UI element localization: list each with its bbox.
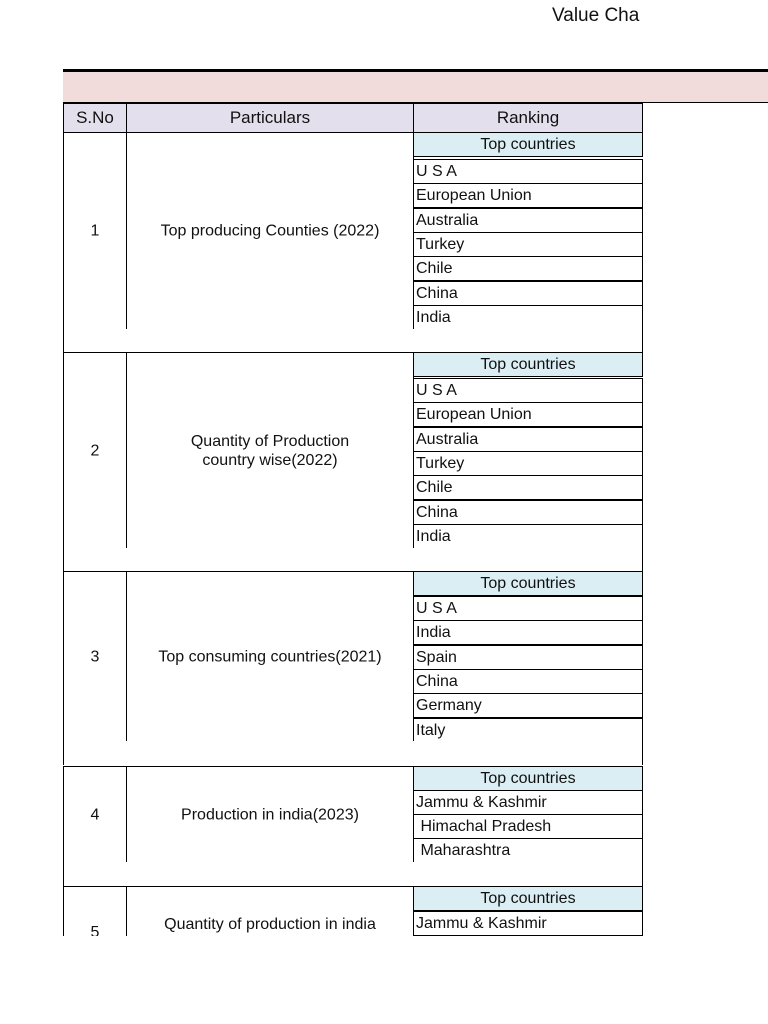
section-1-item: Chile bbox=[413, 256, 643, 281]
section-2-item: European Union bbox=[413, 402, 643, 427]
section-2-particulars: Quantity of Production country wise(2022) bbox=[190, 432, 350, 469]
section-4-ranking-header: Top countries bbox=[413, 766, 643, 791]
section-4-sno-cell bbox=[63, 766, 127, 863]
section-3-particulars-cell bbox=[126, 571, 414, 742]
section-4-item: Maharashtra bbox=[413, 838, 643, 863]
section-2-ranking-header: Top countries bbox=[413, 352, 643, 377]
sheet-title: Value Cha bbox=[552, 5, 640, 26]
section-2-item: Chile bbox=[413, 475, 643, 500]
section-1-item: European Union bbox=[413, 183, 643, 208]
section-1-sno: 1 bbox=[90, 222, 100, 240]
section-5-sno-cell bbox=[63, 886, 127, 936]
section-3-sno-cell bbox=[63, 571, 127, 742]
section-4-item: Jammu & Kashmir bbox=[413, 790, 643, 815]
section-3-item: Spain bbox=[413, 645, 643, 670]
header-ranking: Ranking bbox=[413, 103, 643, 133]
section-3-item: China bbox=[413, 669, 643, 694]
section-1-item: U S A bbox=[413, 159, 643, 184]
section-4-sno: 4 bbox=[90, 806, 100, 823]
section-5-sno: 5 bbox=[90, 924, 100, 936]
spacer-row bbox=[63, 329, 643, 353]
header-particulars: Particulars bbox=[126, 103, 414, 133]
section-1-item: India bbox=[413, 305, 643, 330]
section-1-item: China bbox=[413, 281, 643, 306]
header-sno: S.No bbox=[63, 103, 127, 133]
title-row bbox=[63, 69, 768, 103]
section-3-sno: 3 bbox=[90, 648, 100, 665]
spacer-row bbox=[63, 548, 643, 572]
section-5-particulars: Quantity of production in india bbox=[164, 916, 376, 933]
section-5-ranking-header: Top countries bbox=[413, 886, 643, 911]
section-2-sno: 2 bbox=[90, 442, 100, 459]
section-1-sno-cell bbox=[63, 132, 127, 330]
section-2-sno-cell bbox=[63, 352, 127, 549]
section-4-particulars: Production in india(2023) bbox=[181, 806, 359, 823]
section-3-item: Italy bbox=[413, 718, 643, 743]
section-2-item: India bbox=[413, 524, 643, 549]
section-2-particulars-cell bbox=[126, 352, 414, 549]
section-5-particulars-cell bbox=[126, 886, 414, 936]
spacer-row bbox=[63, 862, 643, 886]
section-1-particulars: Top producing Counties (2022) bbox=[160, 222, 380, 240]
spacer-row bbox=[63, 741, 643, 765]
section-2-item: U S A bbox=[413, 378, 643, 403]
section-3-particulars: Top consuming countries(2021) bbox=[158, 648, 382, 665]
section-3-item: Germany bbox=[413, 693, 643, 718]
section-2-item: China bbox=[413, 500, 643, 525]
section-3-item: India bbox=[413, 620, 643, 645]
section-4-item: Himachal Pradesh bbox=[413, 814, 643, 839]
section-2-item: Turkey bbox=[413, 451, 643, 476]
section-3-item: U S A bbox=[413, 596, 643, 621]
section-1-item: Australia bbox=[413, 208, 643, 233]
section-1-item: Turkey bbox=[413, 232, 643, 257]
section-4-particulars-cell bbox=[126, 766, 414, 863]
section-2-item: Australia bbox=[413, 427, 643, 452]
section-1-particulars-cell bbox=[126, 132, 414, 330]
section-1-ranking-header: Top countries bbox=[413, 132, 643, 157]
section-3-ranking-header: Top countries bbox=[413, 571, 643, 596]
section-5-item: Jammu & Kashmir bbox=[413, 911, 643, 936]
